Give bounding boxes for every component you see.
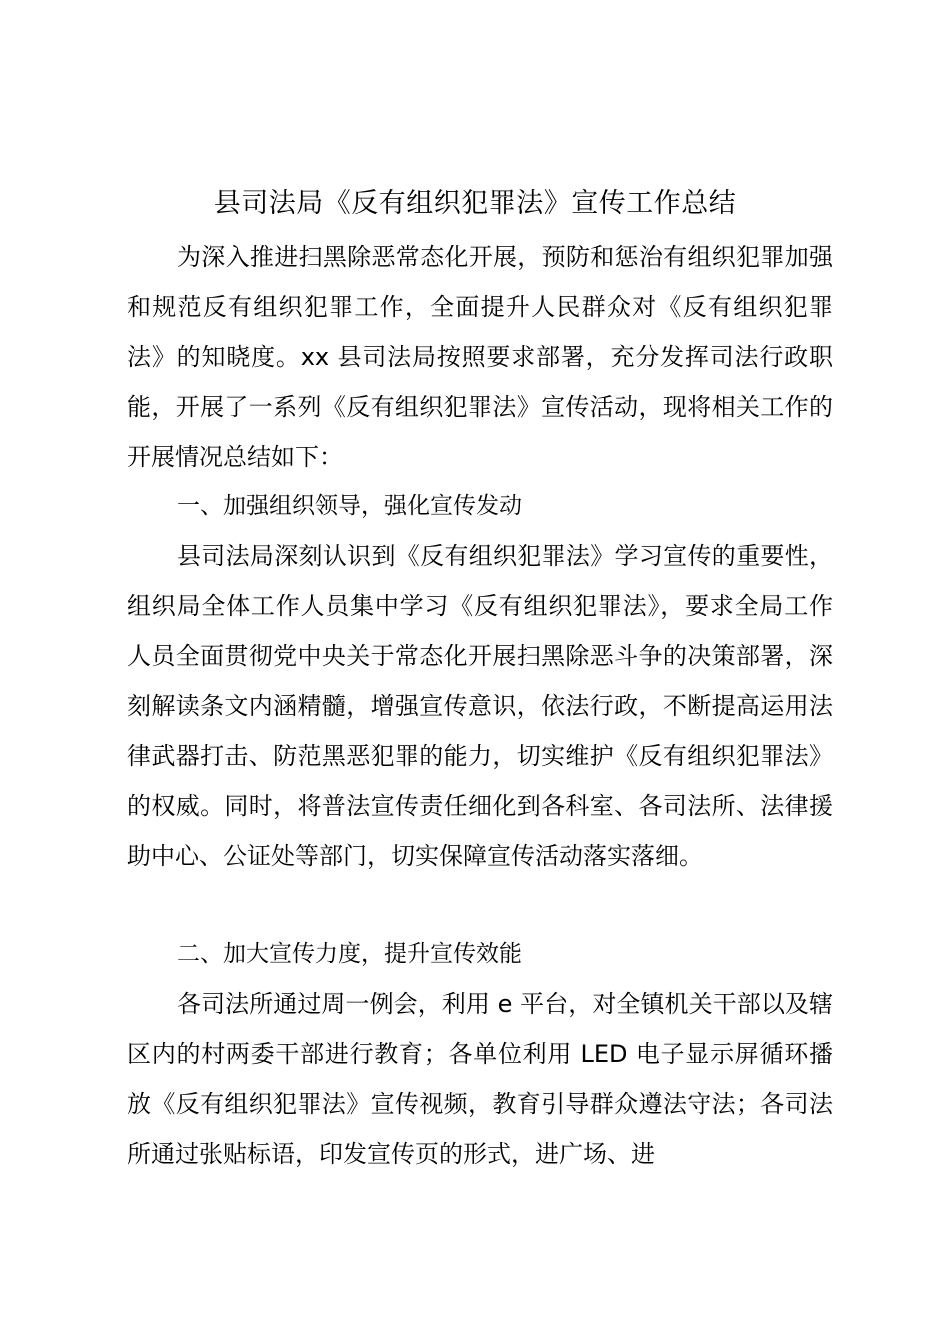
body-paragraph-section-one	[127, 531, 833, 881]
document-title: 县司法局《反有组织犯罪法》宣传工作总结	[213, 188, 737, 219]
paragraph-text: 各司法所通过周一例会，利用 e 平台，对全镇机关干部以及辖区内的村两委干部进行教育；各单位利用 LED 电子显示屏循环播放《反有组织犯罪法》宣传视频，教育引导群众遵法守法；各司法所通过张贴标语，印发宣传页的形式，进广场、进	[127, 990, 833, 1168]
heading-text: 二、加大宣传力度，提升宣传效能	[177, 941, 522, 967]
paragraph-text: 为深入推进扫黑除恶常态化开展，预防和惩治有组织犯罪加强和规范反有组织犯罪工作，全面提升人民群众对《反有组织犯罪法》的知晓度。xx 县司法局按照要求部署，充分发挥司法行政职能，开展了一系列《反有组织犯罪法》宣传活动，现将相关工作的开展情况总结如下：	[127, 243, 833, 471]
body-paragraph-section-two	[127, 979, 833, 1179]
section-heading-two	[127, 929, 833, 979]
heading-text: 一、加强组织领导，强化宣传发动	[177, 493, 522, 519]
paragraph-text: 县司法局深刻认识到《反有组织犯罪法》学习宣传的重要性，组织局全体工作人员集中学习《反有组织犯罪法》，要求全局工作人员全面贯彻党中央关于常态化开展扫黑除恶斗争的决策部署，深刻解读条文内涵精髓，增强宣传意识，依法行政，不断提高运用法律武器打击、防范黑恶犯罪的能力，切实维护《反有组织犯罪法》的权威。同时，将普法宣传责任细化到各科室、各司法所、法律援助中心、公证处等部门，切实保障宣传活动落实落细。	[127, 542, 833, 870]
section-heading-one	[127, 481, 833, 531]
body-paragraph-intro	[127, 232, 833, 482]
